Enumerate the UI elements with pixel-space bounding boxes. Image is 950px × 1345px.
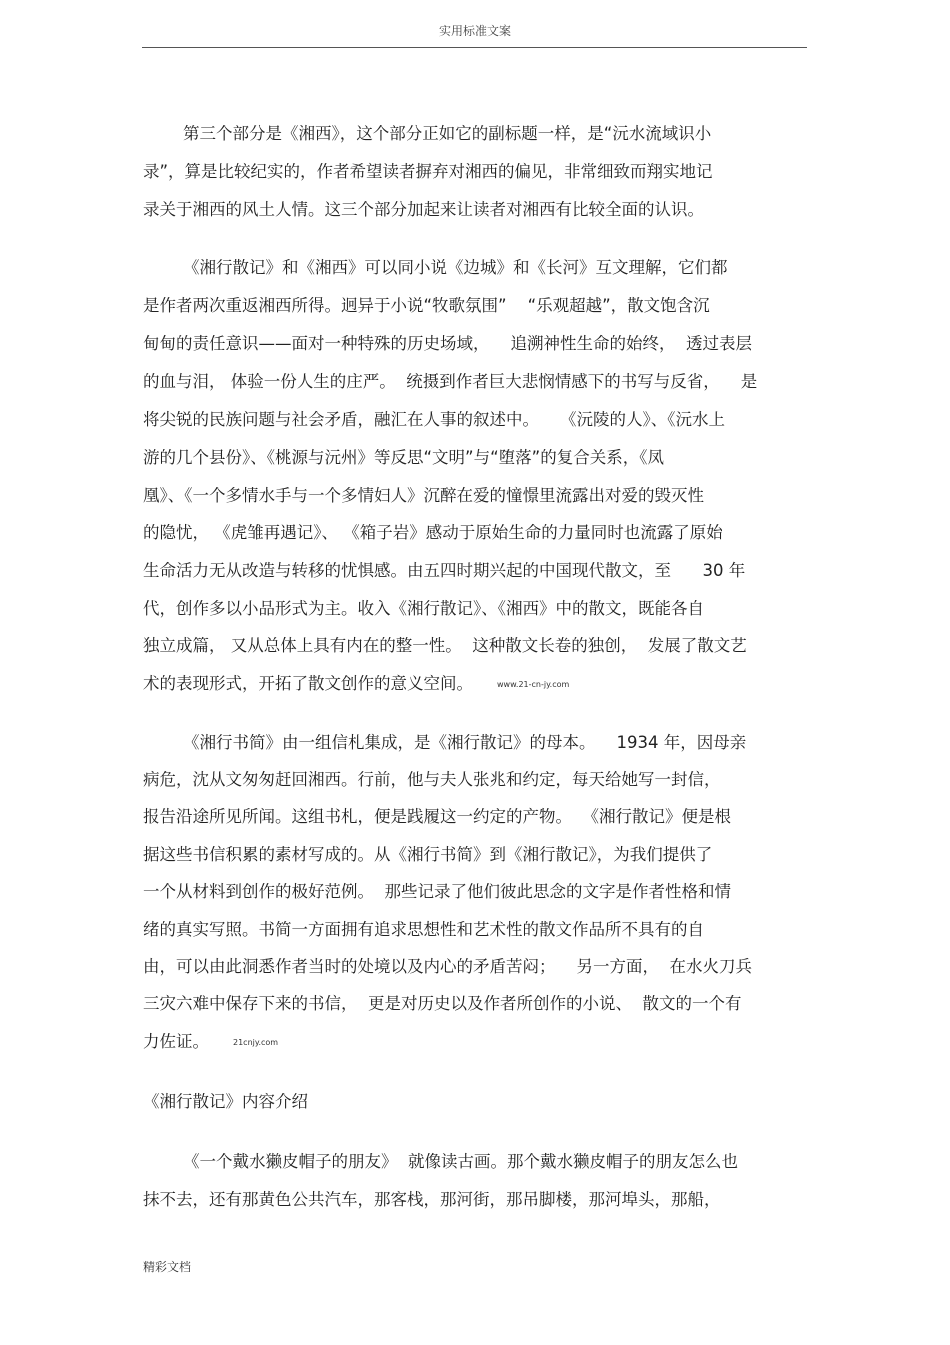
text-line: 由，可以由此洞悉作者当时的处境以及内心的矛盾苦闷； 另一方面， 在水火刀兵: [143, 957, 752, 976]
text-line: 《湘行书简》由一组信札集成，是《湘行散记》的母本。 1934 年，因母亲: [183, 733, 747, 752]
text-line: 独立成篇， 又从总体上具有内在的整一性。 这种散文长卷的独创， 发展了散文艺: [143, 636, 747, 655]
text-line: 据这些书信积累的素材写成的。从《湘行书简》到《湘行散记》，为我们提供了: [143, 845, 713, 864]
text-line: 病危，沈从文匆匆赶回湘西。行前，他与夫人张兆和约定，每天给她写一封信，: [143, 770, 721, 789]
text-line-with-watermark: [143, 674, 569, 695]
text-line: 游的几个县份》、《桃源与沅州》等反思“文明”与“堕落”的复合关系，《凤: [143, 448, 664, 467]
text-line: 是作者两次重返湘西所得。迥异于小说“牧歌氛围” “乐观超越”，散文饱含沉: [143, 296, 710, 315]
text-line: 生命活力无从改造与转移的忧惧感。由五四时期兴起的中国现代散文，至 30 年: [143, 561, 746, 580]
text-line: 甸甸的责任意识——面对一种特殊的历史场域， 追溯神性生命的始终， 透过表层: [143, 334, 752, 353]
text-line: 的隐忧， 《虎雏再遇记》、 《箱子岩》感动于原始生命的力量同时也流露了原始: [143, 523, 723, 542]
text-span: 力佐证。: [143, 1032, 209, 1051]
text-line-with-watermark: [143, 1032, 278, 1053]
text-line: 第三个部分是《湘西》，这个部分正如它的副标题一样，是“沅水流域识小: [183, 124, 712, 143]
text-line: 三灾六难中保存下来的书信， 更是对历史以及作者所创作的小说、 散文的一个有: [143, 994, 742, 1013]
watermark-text: 21cnjy.com: [233, 1037, 279, 1047]
text-line: 一个从材料到创作的极好范例。 那些记录了他们彼此思念的文字是作者性格和情: [143, 882, 731, 901]
text-span: 术的表现形式，开拓了散文创作的意义空间。: [143, 674, 473, 693]
text-line: 凰》、《一个多情水手与一个多情妇人》沉醉在爱的憧憬里流露出对爱的毁灭性: [143, 486, 704, 505]
text-line: 代，创作多以小品形式为主。收入《湘行散记》、《湘西》中的散文，既能各自: [143, 599, 704, 618]
text-line: 绪的真实写照。书简一方面拥有追求思想性和艺术性的散文作品所不具有的自: [143, 920, 704, 939]
page-header: 实用标准文案: [438, 24, 511, 38]
text-line: 《湘行散记》和《湘西》可以同小说《边城》和《长河》互文理解，它们都: [183, 258, 728, 277]
text-line: 录关于湘西的风土人情。这三个部分加起来让读者对湘西有比较全面的认识。: [143, 200, 704, 219]
header-divider: [142, 47, 807, 48]
page-footer: 精彩文档: [143, 1260, 192, 1274]
text-line: 《一个戴水獭皮帽子的朋友》 就像读古画。那个戴水獭皮帽子的朋友怎么也: [183, 1152, 738, 1171]
text-line: 抹不去，还有那黄色公共汽车，那客栈，那河街，那吊脚楼，那河埠头，那船，: [143, 1190, 721, 1209]
text-line: 录”，算是比较纪实的，作者希望读者摒弃对湘西的偏见，非常细致而翔实地记: [143, 162, 713, 181]
section-heading: 《湘行散记》内容介绍: [143, 1092, 308, 1111]
text-line: 的血与泪， 体验一份人生的庄严。 统摄到作者巨大悲悯情感下的书写与反省， 是: [143, 372, 758, 391]
watermark-text: www.21-cn-jy.com: [497, 679, 570, 689]
text-line: 报告沿途所见所闻。这组书札，便是践履这一约定的产物。 《湘行散记》便是根: [143, 807, 731, 826]
text-line: 将尖锐的民族问题与社会矛盾，融汇在人事的叙述中。 《沅陵的人》、《沅水上: [143, 410, 725, 429]
